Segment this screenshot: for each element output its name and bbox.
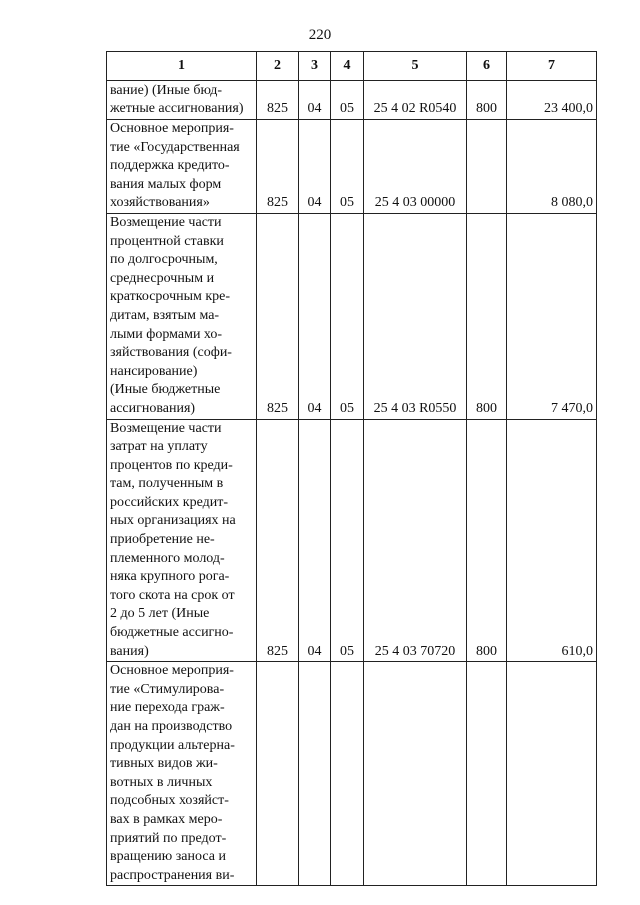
- header-col-7: 7: [507, 52, 597, 81]
- row-description: вание) (Иные бюд- жетные ассигнования): [107, 81, 257, 120]
- cell-col-4: 05: [331, 120, 364, 214]
- header-col-5: 5: [364, 52, 467, 81]
- cell-col-2: 825: [257, 213, 299, 419]
- table-row: [107, 81, 597, 120]
- table-row: [107, 120, 597, 214]
- table-row: [107, 662, 597, 886]
- cell-col-5: 25 4 02 R0540: [364, 81, 467, 120]
- cell-col-6: [467, 120, 507, 214]
- cell-col-5: 25 4 03 00000: [364, 120, 467, 214]
- header-col-2: 2: [257, 52, 299, 81]
- table-row: [107, 213, 597, 419]
- cell-col-4: 05: [331, 419, 364, 662]
- cell-col-3: 04: [299, 81, 331, 120]
- cell-col-3: 04: [299, 120, 331, 214]
- cell-col-3: 04: [299, 213, 331, 419]
- table-header-row: [107, 52, 597, 81]
- budget-table: [106, 51, 597, 886]
- cell-col-6: 800: [467, 419, 507, 662]
- cell-col-3: 04: [299, 419, 331, 662]
- cell-col-6: [467, 662, 507, 886]
- page-number: 220: [308, 27, 332, 43]
- cell-col-7: [507, 662, 597, 886]
- header-col-1: 1: [107, 52, 257, 81]
- cell-col-7: 8 080,0: [507, 120, 597, 214]
- header-col-3: 3: [299, 52, 331, 81]
- cell-col-4: 05: [331, 81, 364, 120]
- cell-col-7: 7 470,0: [507, 213, 597, 419]
- cell-col-5: 25 4 03 R0550: [364, 213, 467, 419]
- row-description: Основное мероприя- тие «Государственная поддержка кредито- вания малых форм хозяйствования»: [107, 120, 257, 214]
- cell-col-7: 23 400,0: [507, 81, 597, 120]
- header-col-6: 6: [467, 52, 507, 81]
- cell-col-5: 25 4 03 70720: [364, 419, 467, 662]
- row-description: Возмещение части процентной ставки по долгосрочным, среднесрочным и краткосрочным кре- дитам, взятым ма- лыми формами хо- зяйствования (софи- нансирование) (Иные бюджетные ассигнования): [107, 213, 257, 419]
- cell-col-4: [331, 662, 364, 886]
- cell-col-6: 800: [467, 81, 507, 120]
- cell-col-2: 825: [257, 81, 299, 120]
- cell-col-2: 825: [257, 120, 299, 214]
- cell-col-2: [257, 662, 299, 886]
- cell-col-6: 800: [467, 213, 507, 419]
- row-description: Возмещение части затрат на уплату процентов по креди- там, полученным в российских кредит- ных организациях на приобретение не- племенного молод- няка крупного рога- того скота на срок от 2 до 5 лет (Иные бюджетные ассигно- вания): [107, 419, 257, 662]
- cell-col-4: 05: [331, 213, 364, 419]
- table-row: [107, 419, 597, 662]
- cell-col-7: 610,0: [507, 419, 597, 662]
- cell-col-3: [299, 662, 331, 886]
- header-col-4: 4: [331, 52, 364, 81]
- cell-col-5: [364, 662, 467, 886]
- cell-col-2: 825: [257, 419, 299, 662]
- row-description: Основное мероприя- тие «Стимулирова- ние перехода граж- дан на производство продукции альтерна- тивных видов жи- вотных в личных подсобных хозяйст- вах в рамках меро- приятий по предот- вращению заноса и распространения ви-: [107, 662, 257, 886]
